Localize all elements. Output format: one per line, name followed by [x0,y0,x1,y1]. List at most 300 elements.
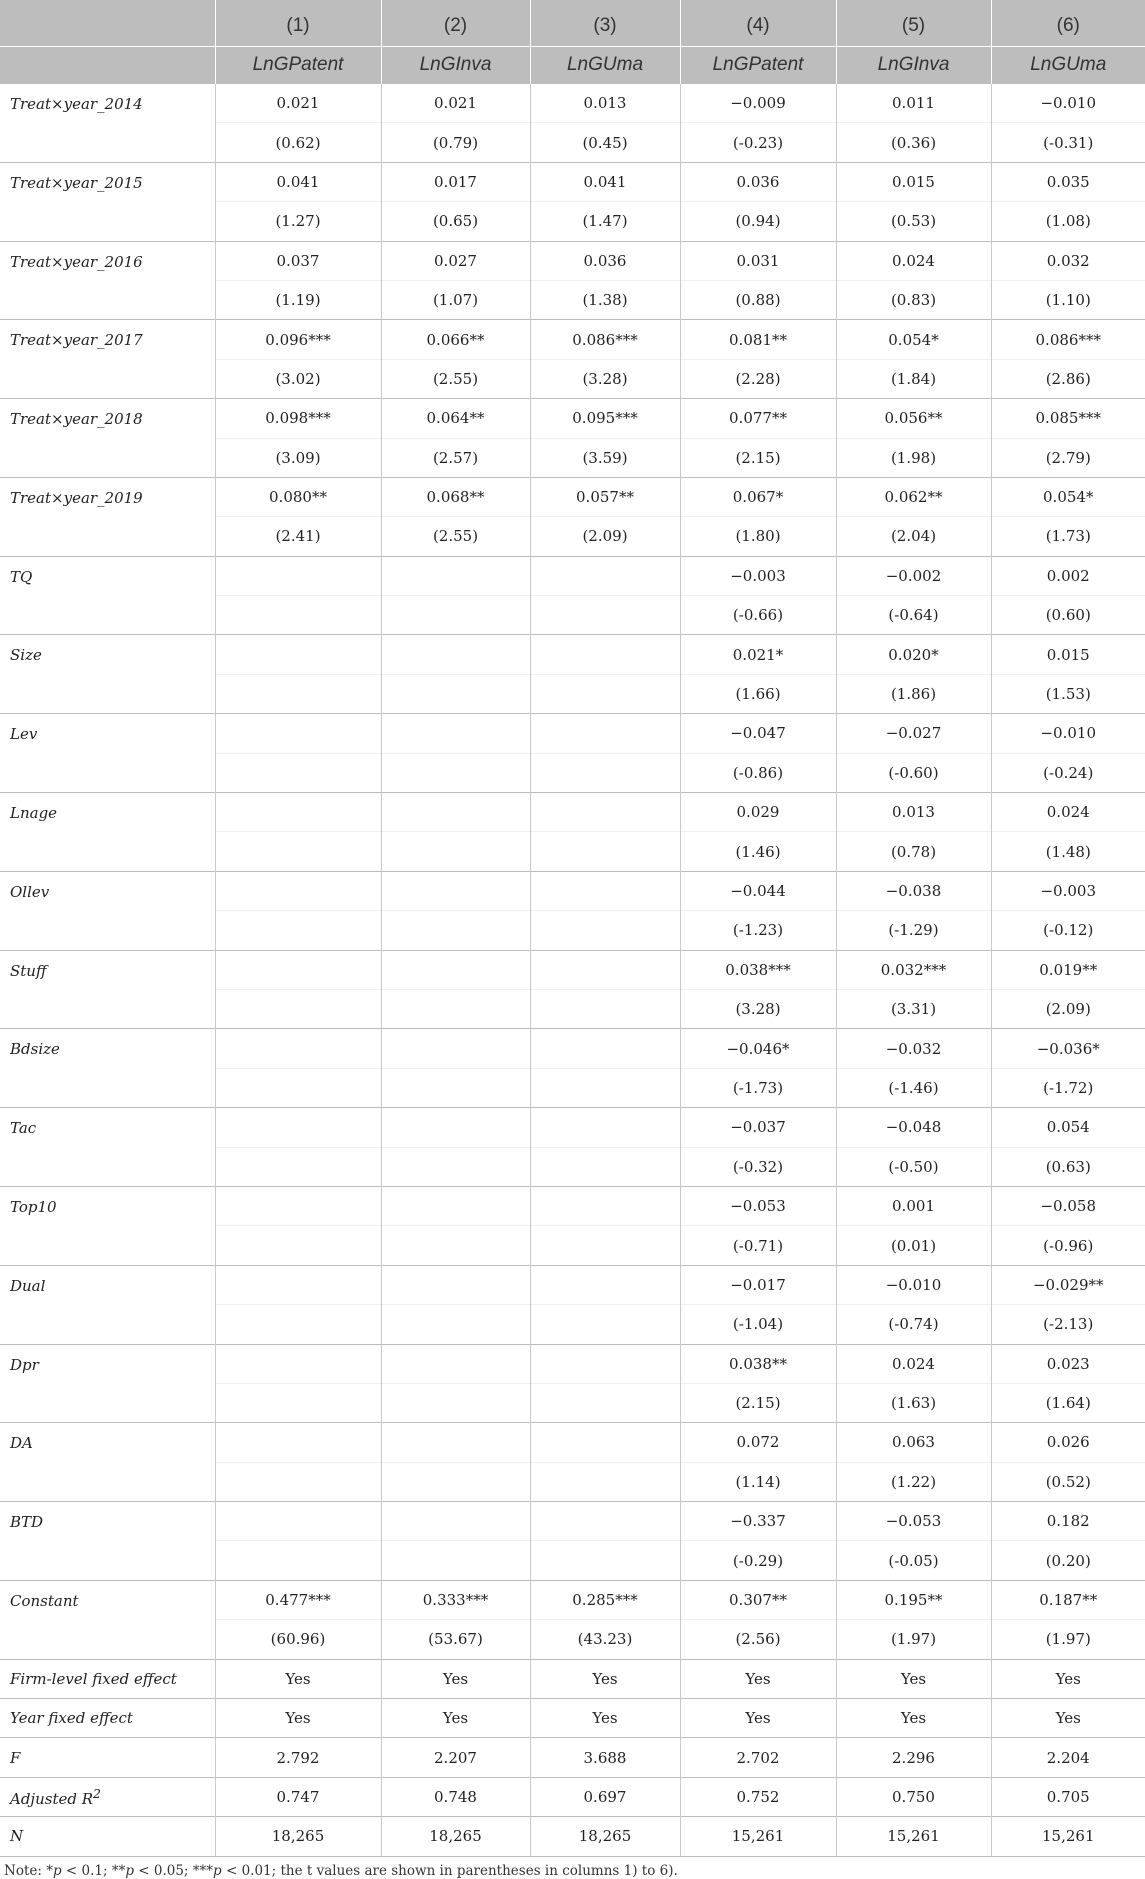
coefficient-cell: 0.057** [530,477,680,516]
t-value-cell: (-0.71) [680,1226,836,1265]
coefficient-cell: 0.333*** [381,1580,530,1619]
coefficient-cell: 0.098*** [215,399,381,438]
t-value-cell: (1.10) [991,280,1145,319]
summary-label-text: Firm-level fixed effect [10,1669,177,1688]
t-value-cell: (1.86) [836,674,991,713]
summary-value-cell: Yes [215,1659,381,1698]
table-row [0,714,1145,753]
coefficient-cell [215,1029,381,1068]
t-value-cell: (-1.29) [836,911,991,950]
t-value-cell [381,674,530,713]
coefficient-cell [215,1423,381,1462]
t-value-cell: (3.28) [680,989,836,1028]
summary-value-cell: 15,261 [680,1817,836,1856]
t-value-cell: (2.41) [215,517,381,556]
column-number: (1) [215,0,381,47]
coefficient-cell [381,714,530,753]
column-number: (6) [991,0,1145,47]
t-value-cell: (0.53) [836,202,991,241]
variable-label: Constant [0,1580,215,1659]
coefficient-cell [215,950,381,989]
coefficient-cell: 0.195** [836,1580,991,1619]
t-value-cell: (0.94) [680,202,836,241]
coefficient-cell: −0.027 [836,714,991,753]
note-text: < 0.05; *** [133,1862,214,1879]
coefficient-cell [215,1502,381,1541]
coefficient-cell [530,1344,680,1383]
coefficient-cell: 0.013 [530,84,680,123]
coefficient-cell [530,950,680,989]
table-row [0,1265,1145,1304]
variable-label: Tac [0,1108,215,1187]
table-row [0,1029,1145,1068]
coefficient-cell [530,1265,680,1304]
summary-value-cell: Yes [381,1659,530,1698]
table-row [0,1580,1145,1619]
t-value-cell [530,832,680,871]
t-value-cell: (1.22) [836,1462,991,1501]
t-value-cell: (0.45) [530,123,680,162]
summary-label [0,1777,215,1816]
t-value-cell: (1.64) [991,1383,1145,1422]
column-number: (2) [381,0,530,47]
t-value-cell [215,596,381,635]
coefficient-cell: 0.038** [680,1344,836,1383]
note-p: p [52,1862,62,1879]
summary-value-cell: Yes [530,1659,680,1698]
coefficient-cell [381,1029,530,1068]
summary-value-cell: 18,265 [381,1817,530,1856]
coefficient-cell: 0.013 [836,793,991,832]
summary-value-cell: 0.747 [215,1777,381,1816]
variable-label: Dpr [0,1344,215,1423]
t-value-cell [381,1068,530,1107]
t-value-cell [215,1383,381,1422]
column-number-row [0,0,1145,47]
coefficient-cell: 0.019** [991,950,1145,989]
table-row [0,399,1145,438]
t-value-cell: (53.67) [381,1620,530,1659]
coefficient-cell: −0.053 [836,1502,991,1541]
t-value-cell: (1.97) [836,1620,991,1659]
t-value-cell: (2.56) [680,1620,836,1659]
t-value-cell: (-1.04) [680,1305,836,1344]
t-value-cell: (60.96) [215,1620,381,1659]
coefficient-cell [381,635,530,674]
note-text: < 0.01; the t values are shown in parentheses in columns 1) to 6). [221,1862,678,1879]
coefficient-cell [381,1108,530,1147]
coefficient-cell: 0.182 [991,1502,1145,1541]
t-value-cell: (-0.12) [991,911,1145,950]
summary-value-cell: 0.752 [680,1777,836,1816]
table-row [0,162,1145,201]
t-value-cell [215,832,381,871]
table-row [0,320,1145,359]
coefficient-cell [530,556,680,595]
coefficient-cell [215,714,381,753]
t-value-cell: (-1.72) [991,1068,1145,1107]
t-value-cell: (43.23) [530,1620,680,1659]
t-value-cell: (0.01) [836,1226,991,1265]
table-row [0,635,1145,674]
summary-value-cell: 3.688 [530,1738,680,1777]
coefficient-cell: 0.023 [991,1344,1145,1383]
coefficient-cell: 0.062** [836,477,991,516]
summary-value-cell: 0.748 [381,1777,530,1816]
summary-label-text: N [10,1827,24,1846]
coefficient-cell [381,1186,530,1225]
coefficient-cell [530,714,680,753]
coefficient-cell [530,1108,680,1147]
coefficient-cell: −0.002 [836,556,991,595]
coefficient-cell [381,1423,530,1462]
t-value-cell [530,911,680,950]
variable-label: Treat×year_2019 [0,477,215,556]
summary-row [0,1659,1145,1698]
coefficient-cell: −0.009 [680,84,836,123]
t-value-cell: (0.65) [381,202,530,241]
coefficient-cell [215,635,381,674]
t-value-cell: (0.52) [991,1462,1145,1501]
t-value-cell [381,596,530,635]
coefficient-cell: 0.024 [836,1344,991,1383]
table-row [0,556,1145,595]
variable-label: Treat×year_2017 [0,320,215,399]
coefficient-cell: 0.054* [836,320,991,359]
variable-label: Size [0,635,215,714]
t-value-cell: (3.02) [215,359,381,398]
coefficient-cell [530,1029,680,1068]
t-value-cell: (0.78) [836,832,991,871]
t-value-cell: (2.09) [530,517,680,556]
t-value-cell: (1.47) [530,202,680,241]
coefficient-cell: 0.080** [215,477,381,516]
coefficient-cell [215,1344,381,1383]
dependent-variable: LnGUma [991,47,1145,84]
variable-label: Lnage [0,793,215,872]
coefficient-cell: 0.026 [991,1423,1145,1462]
table-row [0,950,1145,989]
coefficient-cell: 0.002 [991,556,1145,595]
t-value-cell: (-0.66) [680,596,836,635]
coefficient-cell: 0.081** [680,320,836,359]
summary-value-cell: Yes [991,1659,1145,1698]
t-value-cell: (2.57) [381,438,530,477]
t-value-cell [381,1305,530,1344]
t-value-cell: (0.79) [381,123,530,162]
t-value-cell: (2.86) [991,359,1145,398]
coefficient-cell [215,1186,381,1225]
t-value-cell [215,674,381,713]
coefficient-cell: 0.037 [215,241,381,280]
column-number: (5) [836,0,991,47]
coefficient-cell: 0.024 [991,793,1145,832]
coefficient-cell: 0.035 [991,162,1145,201]
summary-value-cell: Yes [680,1659,836,1698]
t-value-cell: (1.38) [530,280,680,319]
coefficient-cell: 0.036 [530,241,680,280]
t-value-cell [530,1462,680,1501]
summary-value-cell: 15,261 [991,1817,1145,1856]
variable-label: Treat×year_2018 [0,399,215,478]
coefficient-cell: 0.477*** [215,1580,381,1619]
t-value-cell [381,1383,530,1422]
coefficient-cell: 0.031 [680,241,836,280]
coefficient-cell: 0.041 [530,162,680,201]
variable-label: TQ [0,556,215,635]
coefficient-cell: 0.029 [680,793,836,832]
t-value-cell: (-0.32) [680,1147,836,1186]
t-value-cell [215,1305,381,1344]
t-value-cell: (2.55) [381,517,530,556]
header-blank [0,0,215,47]
t-value-cell: (-0.64) [836,596,991,635]
t-value-cell [530,1068,680,1107]
coefficient-cell: −0.003 [680,556,836,595]
t-value-cell: (-0.24) [991,753,1145,792]
variable-label: Bdsize [0,1029,215,1108]
table-row [0,1423,1145,1462]
coefficient-cell: 0.067* [680,477,836,516]
coefficient-cell: 0.021* [680,635,836,674]
t-value-cell: (0.88) [680,280,836,319]
t-value-cell: (0.83) [836,280,991,319]
t-value-cell [381,1226,530,1265]
coefficient-cell: −0.046* [680,1029,836,1068]
t-value-cell: (0.62) [215,123,381,162]
t-value-cell: (-0.23) [680,123,836,162]
summary-value-cell: Yes [836,1659,991,1698]
variable-label: Dual [0,1265,215,1344]
t-value-cell [381,1147,530,1186]
variable-label: DA [0,1423,215,1502]
summary-row [0,1738,1145,1777]
t-value-cell: (-0.86) [680,753,836,792]
t-value-cell [215,1226,381,1265]
coefficient-cell: 0.064** [381,399,530,438]
variable-label: Stuff [0,950,215,1029]
summary-value-cell: 2.204 [991,1738,1145,1777]
t-value-cell: (1.08) [991,202,1145,241]
coefficient-cell [215,793,381,832]
summary-row [0,1777,1145,1816]
dependent-variable: LnGUma [530,47,680,84]
coefficient-cell: 0.032*** [836,950,991,989]
summary-value-cell: 0.705 [991,1777,1145,1816]
coefficient-cell: 0.036 [680,162,836,201]
summary-label-text: Year fixed effect [10,1709,133,1728]
summary-label [0,1817,215,1856]
t-value-cell: (-0.50) [836,1147,991,1186]
t-value-cell: (1.14) [680,1462,836,1501]
coefficient-cell: 0.017 [381,162,530,201]
t-value-cell [530,989,680,1028]
t-value-cell: (2.55) [381,359,530,398]
summary-value-cell: 2.296 [836,1738,991,1777]
coefficient-cell: 0.038*** [680,950,836,989]
table-row [0,241,1145,280]
t-value-cell [381,911,530,950]
note-p: p [125,1862,134,1879]
t-value-cell: (0.20) [991,1541,1145,1580]
coefficient-cell: 0.095*** [530,399,680,438]
t-value-cell: (3.59) [530,438,680,477]
coefficient-cell: 0.032 [991,241,1145,280]
t-value-cell [215,1147,381,1186]
t-value-cell: (-0.31) [991,123,1145,162]
coefficient-cell [530,1502,680,1541]
t-value-cell [215,1462,381,1501]
summary-value-cell: 18,265 [530,1817,680,1856]
t-value-cell: (0.63) [991,1147,1145,1186]
variable-label: Treat×year_2015 [0,162,215,241]
table-row [0,1186,1145,1225]
coefficient-cell: 0.054* [991,477,1145,516]
t-value-cell: (-1.46) [836,1068,991,1107]
t-value-cell: (2.28) [680,359,836,398]
summary-value-cell: Yes [836,1699,991,1738]
coefficient-cell [381,871,530,910]
coefficient-cell: −0.032 [836,1029,991,1068]
t-value-cell [215,911,381,950]
coefficient-cell: 0.027 [381,241,530,280]
coefficient-cell: 0.054 [991,1108,1145,1147]
coefficient-cell: 0.307** [680,1580,836,1619]
coefficient-cell: 0.086*** [530,320,680,359]
table-note [0,1857,1145,1879]
coefficient-cell [381,556,530,595]
t-value-cell: (1.46) [680,832,836,871]
coefficient-cell: −0.003 [991,871,1145,910]
t-value-cell [215,753,381,792]
table-row [0,1502,1145,1541]
coefficient-cell [215,1265,381,1304]
coefficient-cell: −0.038 [836,871,991,910]
coefficient-cell [530,793,680,832]
coefficient-cell [215,1108,381,1147]
summary-value-cell: 2.207 [381,1738,530,1777]
table-row [0,793,1145,832]
coefficient-cell [215,871,381,910]
t-value-cell [215,1541,381,1580]
coefficient-cell: 0.011 [836,84,991,123]
t-value-cell: (1.07) [381,280,530,319]
t-value-cell: (1.97) [991,1620,1145,1659]
t-value-cell: (-1.73) [680,1068,836,1107]
t-value-cell [530,1541,680,1580]
t-value-cell [530,1226,680,1265]
coefficient-cell [381,1344,530,1383]
coefficient-cell: −0.058 [991,1186,1145,1225]
summary-row [0,1817,1145,1856]
coefficient-cell: 0.086*** [991,320,1145,359]
t-value-cell: (-0.05) [836,1541,991,1580]
variable-label: Top10 [0,1186,215,1265]
variable-label: Ollev [0,871,215,950]
coefficient-cell: 0.085*** [991,399,1145,438]
summary-value-cell: Yes [530,1699,680,1738]
dependent-variable: LnGPatent [215,47,381,84]
header-blank [0,47,215,84]
coefficient-cell: −0.044 [680,871,836,910]
variable-label: Lev [0,714,215,793]
t-value-cell: (3.31) [836,989,991,1028]
variable-label: Treat×year_2016 [0,241,215,320]
note-text: < 0.1; ** [61,1862,126,1879]
coefficient-cell: −0.037 [680,1108,836,1147]
table-row [0,1108,1145,1147]
summary-row [0,1699,1145,1738]
dependent-variable: LnGInva [381,47,530,84]
t-value-cell: (0.60) [991,596,1145,635]
summary-value-cell: Yes [991,1699,1145,1738]
t-value-cell: (1.84) [836,359,991,398]
dependent-variable-row [0,47,1145,84]
coefficient-cell: −0.010 [836,1265,991,1304]
coefficient-cell: −0.029** [991,1265,1145,1304]
table-body [0,84,1145,1857]
t-value-cell: (3.28) [530,359,680,398]
t-value-cell [530,596,680,635]
dependent-variable: LnGInva [836,47,991,84]
coefficient-cell: 0.068** [381,477,530,516]
coefficient-cell: 0.056** [836,399,991,438]
t-value-cell [381,1462,530,1501]
table-row [0,871,1145,910]
t-value-cell: (3.09) [215,438,381,477]
coefficient-cell: 0.063 [836,1423,991,1462]
coefficient-cell [381,1502,530,1541]
coefficient-cell: 0.015 [836,162,991,201]
note-prefix: Note: * [4,1862,53,1879]
coefficient-cell: −0.337 [680,1502,836,1541]
coefficient-cell: −0.010 [991,714,1145,753]
summary-value-cell: 18,265 [215,1817,381,1856]
coefficient-cell: −0.010 [991,84,1145,123]
t-value-cell: (2.09) [991,989,1145,1028]
coefficient-cell: 0.021 [215,84,381,123]
summary-value-cell: Yes [215,1699,381,1738]
coefficient-cell: 0.066** [381,320,530,359]
t-value-cell: (-0.60) [836,753,991,792]
coefficient-cell: 0.187** [991,1580,1145,1619]
summary-label-text: Adjusted R [10,1789,94,1808]
t-value-cell [215,1068,381,1107]
table-row [0,84,1145,123]
coefficient-cell [381,793,530,832]
coefficient-cell: −0.047 [680,714,836,753]
t-value-cell: (1.19) [215,280,381,319]
t-value-cell [530,1147,680,1186]
t-value-cell: (1.98) [836,438,991,477]
t-value-cell: (1.53) [991,674,1145,713]
coefficient-cell: 0.021 [381,84,530,123]
note-p: p [213,1862,222,1879]
t-value-cell: (1.63) [836,1383,991,1422]
coefficient-cell: −0.048 [836,1108,991,1147]
variable-label: Treat×year_2014 [0,84,215,163]
coefficient-cell: 0.041 [215,162,381,201]
coefficient-cell [530,871,680,910]
table-row [0,477,1145,516]
t-value-cell: (1.48) [991,832,1145,871]
column-number: (4) [680,0,836,47]
coefficient-cell: 0.015 [991,635,1145,674]
t-value-cell: (2.15) [680,1383,836,1422]
coefficient-cell: 0.072 [680,1423,836,1462]
coefficient-cell: 0.077** [680,399,836,438]
summary-value-cell: 0.697 [530,1777,680,1816]
